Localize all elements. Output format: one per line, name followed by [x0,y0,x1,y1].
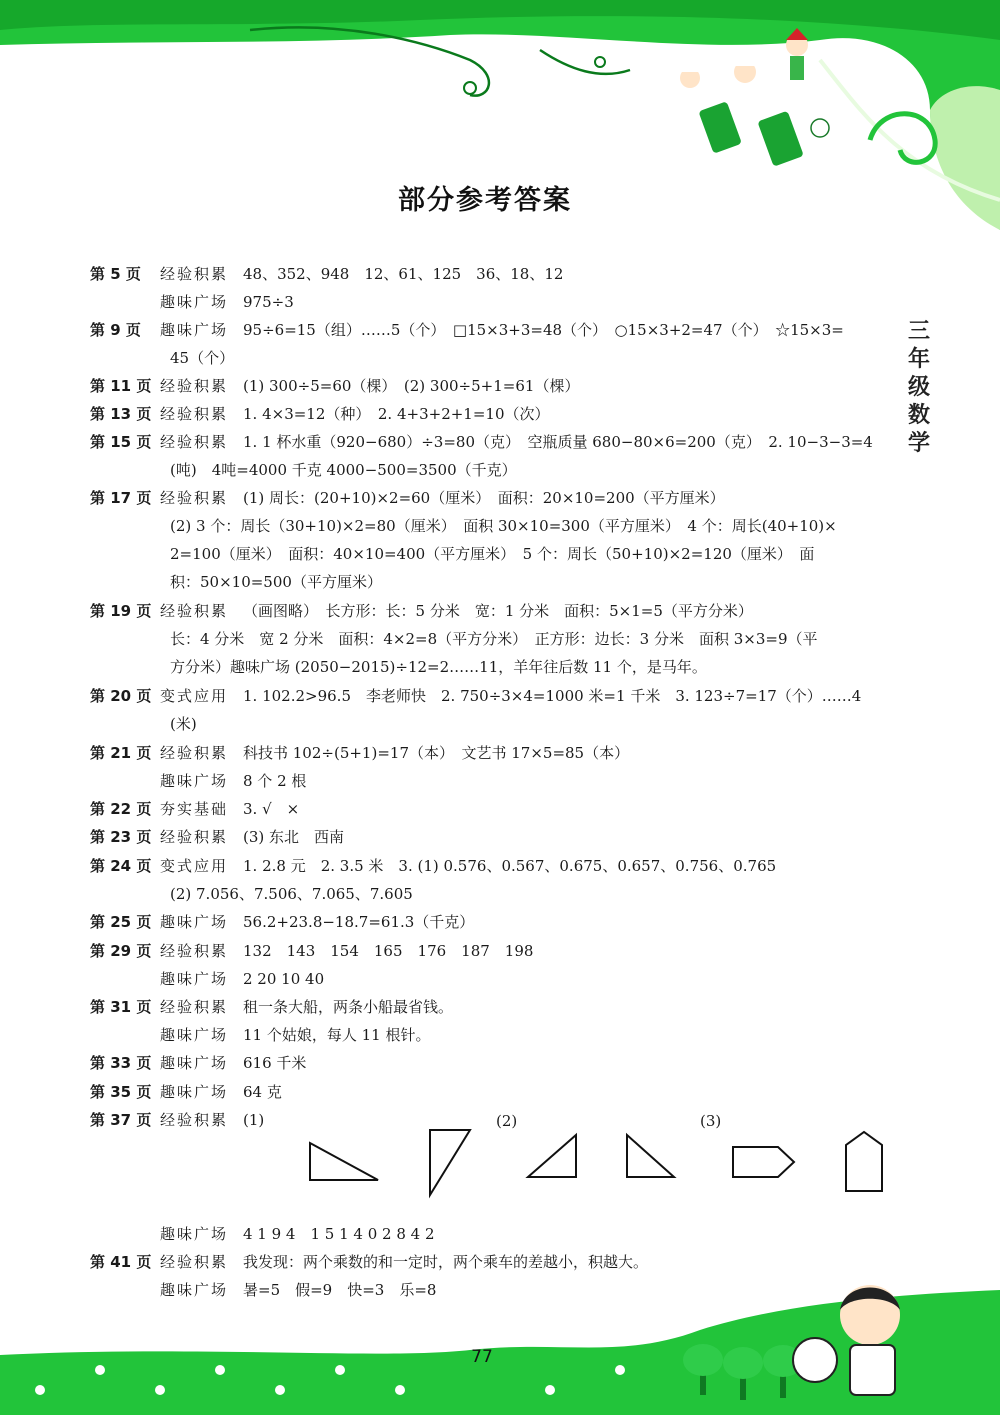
page-title: 部分参考答案 [398,185,572,216]
answer-text: 48、352、948 12、61、125 36、18、12 [243,265,564,283]
answer-text: (吨) 4吨=4000 千克 4000−500=3500（千克） [170,461,517,479]
section-category: 趣味广场 [160,772,229,790]
answer-text: (米) [170,715,197,733]
section-category: 趣味广场 [160,913,229,931]
section-category: 趣味广场 [160,1083,229,1101]
section-category: 经验积累 [160,998,229,1016]
section-category: 趣味广场 [160,321,229,339]
tall-triangle-figure [430,1130,470,1195]
page-ref: 第 35 页 [90,1083,152,1101]
triangle-figure-b [627,1135,674,1177]
section-category: 经验积累 [160,433,229,451]
page-ref: 第 9 页 [90,321,141,339]
answer-text: 1. 4×3=12（种） 2. 4+3+2+1=10（次） [243,405,550,423]
page-ref: 第 33 页 [90,1054,152,1072]
answer-text: 56.2+23.8−18.7=61.3（千克） [243,913,475,931]
page-ref: 第 15 页 [90,433,152,451]
page-ref: 第 21 页 [90,744,152,762]
answer-text: 2=100（厘米） 面积：40×10=400（平方厘米） 5 个：周长（50+10)×2=120（厘米） 面 [170,545,815,563]
section-category: 经验积累 [160,489,229,507]
answer-text: 1. 1 杯水重（920−680）÷3=80（克） 空瓶质量 680−80×6=200（克） 2. 10−3−3=4 [243,433,873,451]
answer-text: （画图略） 长方形：长：5 分米 宽：1 分米 面积：5×1=5（平方分米） [243,602,753,620]
right-triangle-figure [310,1143,378,1180]
answer-text: 3. √ × [243,800,300,818]
answer-text: (1) 300÷5=60（棵） (2) 300÷5+1=61（棵） [243,377,580,395]
answer-text: (1) [243,1111,265,1129]
section-category: 变式应用 [160,857,229,875]
page-ref: 第 20 页 [90,687,152,705]
answer-text: (2) 3 个：周长（30+10)×2=80（厘米） 面积 30×10=300（平方厘米） 4 个：周长(40+10)× [170,517,837,535]
answer-text: 2 20 10 40 [243,970,325,988]
page-ref: 第 11 页 [90,377,152,395]
page-ref: 第 29 页 [90,942,152,960]
side-tab-char: 学 [907,431,930,456]
page-ref: 第 13 页 [90,405,152,423]
section-category: 趣味广场 [160,1026,229,1044]
answer-text: 1. 102.2>96.5 李老师快 2. 750÷3×4=1000 米=1 千米 3. 123÷7=17（个）……4 [243,687,862,705]
page-ref: 第 23 页 [90,828,152,846]
answer-text: 132 143 154 165 176 187 198 [243,942,534,960]
pentagon-house-figure [846,1132,882,1191]
answer-text: 975÷3 [243,293,294,311]
section-category: 经验积累 [160,1111,229,1129]
triangle-figure-a [528,1135,576,1177]
section-category: 经验积累 [160,744,229,762]
section-category: 经验积累 [160,377,229,395]
section-category: 趣味广场 [160,1054,229,1072]
side-tab-char: 年 [907,347,930,372]
side-tab-char: 数 [907,403,930,428]
section-category: 趣味广场 [160,1225,229,1243]
page-number: 77 [471,1347,493,1367]
pentagon-arrow-figure [733,1147,794,1177]
section-category: 夯实基础 [160,800,229,818]
side-tab-char: 级 [907,375,930,400]
section-category: 经验积累 [160,942,229,960]
answer-text: 45（个） [170,349,235,367]
section-category: 趣味广场 [160,293,229,311]
answer-text: 11 个姑娘，每人 11 根针。 [243,1026,431,1044]
section-category: 经验积累 [160,265,229,283]
section-category: 经验积累 [160,828,229,846]
page-ref: 第 19 页 [90,602,152,620]
answer-text: (3) 东北 西南 [243,828,345,846]
section-category: 趣味广场 [160,970,229,988]
section-category: 经验积累 [160,1253,229,1271]
page-ref: 第 37 页 [90,1111,152,1129]
answer-text: 租一条大船，两条小船最省钱。 [243,998,454,1016]
page-ref: 第 41 页 [90,1253,152,1271]
answer-text: 616 千米 [243,1054,307,1072]
section-category: 经验积累 [160,602,229,620]
shape-label-2: (2) [496,1112,518,1130]
answer-text: 1. 2.8 元 2. 3.5 米 3. (1) 0.576、0.567、0.675、0.657、0.756、0.765 [243,857,777,875]
section-category: 经验积累 [160,405,229,423]
page-ref: 第 25 页 [90,913,152,931]
page-ref: 第 17 页 [90,489,152,507]
side-tab-char: 三 [907,319,930,344]
answer-text: 95÷6=15（组）……5（个） □15×3+3=48（个） ○15×3+2=47（个） ☆15×3= [243,321,844,339]
answer-text: 方分米）趣味广场 (2050−2015)÷12=2……11，羊年往后数 11 个，是马年。 [170,658,707,676]
section-category: 趣味广场 [160,1281,229,1299]
answer-text: 积：50×10=500（平方厘米） [170,573,382,591]
page-ref: 第 24 页 [90,857,152,875]
geometry-figures [300,1125,900,1205]
page-ref: 第 31 页 [90,998,152,1016]
answer-text: 8 个 2 根 [243,772,307,790]
answer-text: 我发现：两个乘数的和一定时，两个乘车的差越小，积越大。 [243,1253,649,1271]
page-ref: 第 5 页 [90,265,141,283]
answer-text: (2) 7.056、7.506、7.065、7.605 [170,885,413,903]
answer-text: 科技书 102÷(5+1)=17（本） 文艺书 17×5=85（本） [243,744,630,762]
page-ref: 第 22 页 [90,800,152,818]
section-category: 变式应用 [160,687,229,705]
answer-text: 长：4 分米 宽 2 分米 面积：4×2=8（平方分米） 正方形：边长：3 分米 面积 3×3=9（平 [170,630,818,648]
answer-text: (1) 周长：(20+10)×2=60（厘米） 面积：20×10=200（平方厘米） [243,489,725,507]
answer-text: 暑=5 假=9 快=3 乐=8 [243,1281,437,1299]
answer-text: 4 1 9 4 1 5 1 4 0 2 8 4 2 [243,1225,435,1243]
shape-label-3: (3) [700,1112,722,1130]
answer-text: 64 克 [243,1083,282,1101]
